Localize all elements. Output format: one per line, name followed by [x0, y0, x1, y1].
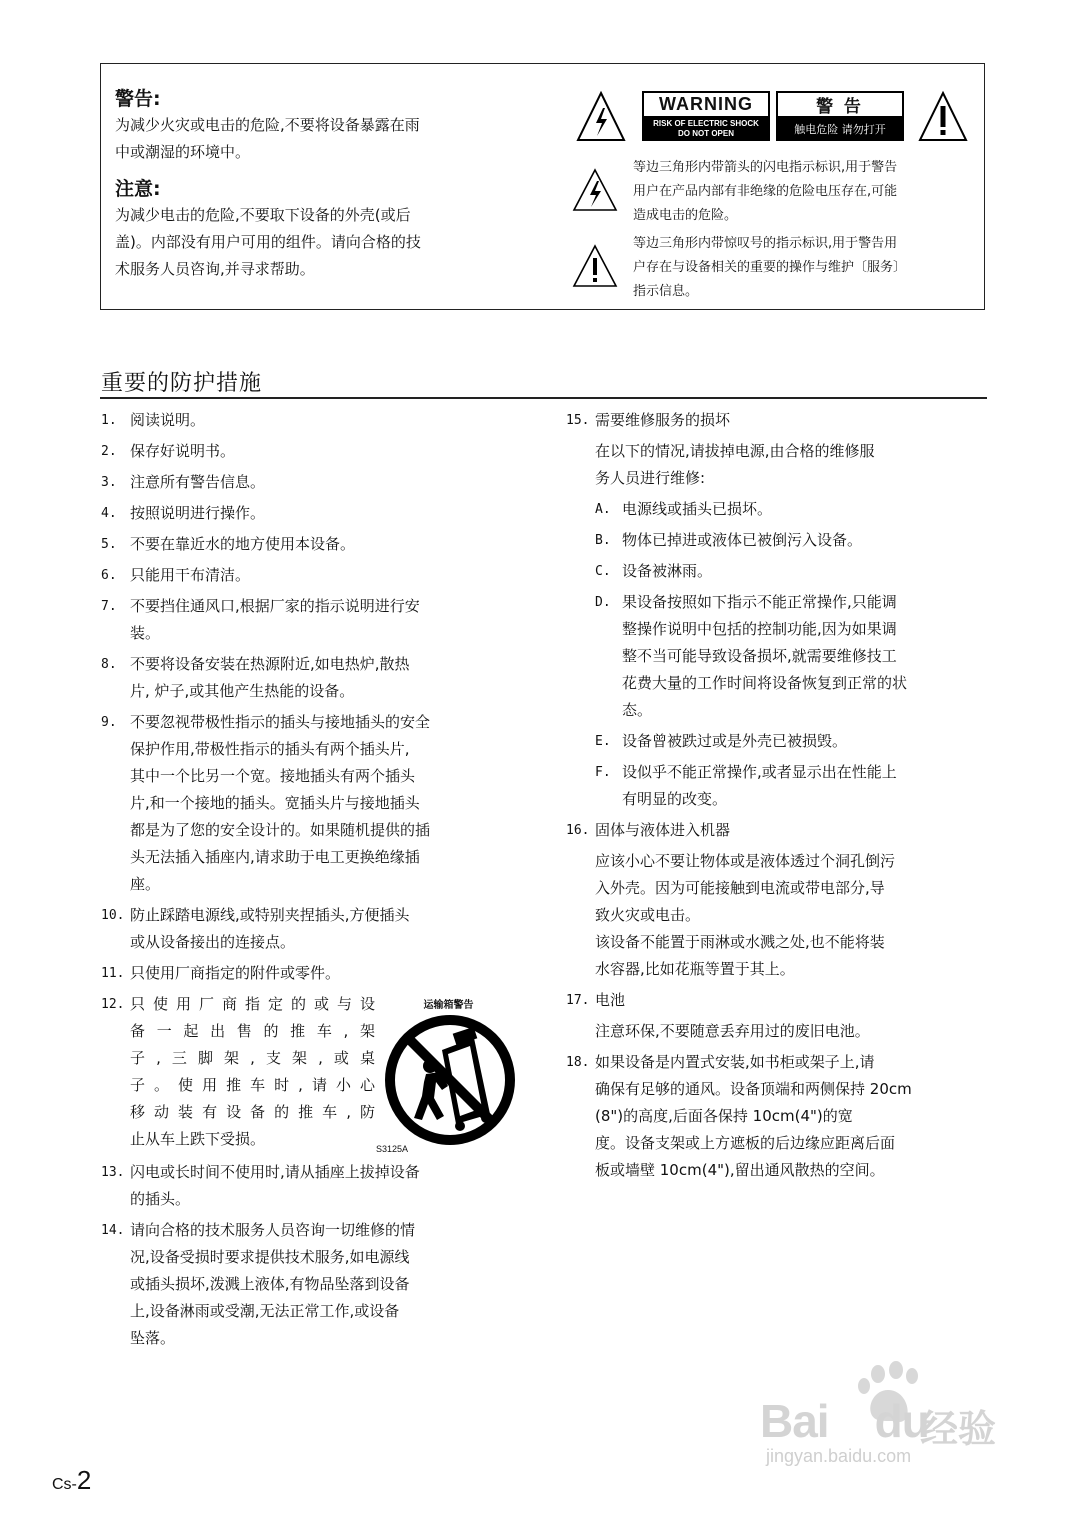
- exclamation-triangle-icon: [572, 244, 618, 288]
- exclamation-description: [633, 232, 973, 304]
- item-number: 3.: [101, 475, 117, 490]
- item-line: 或插头损坏,泼溅上液体,有物品坠落到设备: [130, 1275, 410, 1293]
- caution-heading: 注意:: [115, 178, 161, 200]
- item-17-para: 注意环保,不要随意丢弃用过的废旧电池。: [595, 1022, 870, 1040]
- item-number: 14.: [101, 1223, 125, 1238]
- warning-line: 为减少火灾或电击的危险,不要将设备暴露在雨: [115, 116, 420, 134]
- list-item: [101, 500, 519, 527]
- sub-item-line: 花费大量的工作时间将设备恢复到正常的状: [622, 674, 908, 692]
- item-number: 13.: [101, 1165, 125, 1180]
- item-line: 如果设备是内置式安装,如书柜或架子上,请: [595, 1053, 875, 1071]
- list-item: [101, 991, 375, 1153]
- item-number: 17.: [566, 993, 590, 1008]
- sub-item-letter: E.: [595, 734, 611, 749]
- item-18: [566, 1049, 986, 1184]
- item-line: 不要挡住通风口,根据厂家的指示说明进行安: [130, 597, 420, 615]
- item-line: 不要忽视带极性指示的插头与接地插头的安全: [130, 713, 431, 731]
- item-number: 7.: [101, 599, 117, 614]
- item-line: 只能用干布清洁。: [130, 566, 251, 584]
- sub-list-item: [566, 496, 986, 523]
- warning-label-cn-title: 警 告: [816, 97, 864, 116]
- sub-item-line: 设似乎不能正常操作,或者显示出在性能上: [622, 763, 897, 781]
- item-number: 16.: [566, 823, 590, 838]
- item-16-para: 入外壳。因为可能接触到电流或带电部分,导: [595, 879, 885, 897]
- watermark-cn: 经验: [920, 1407, 997, 1451]
- item-16: [566, 817, 986, 844]
- item-number: 5.: [101, 537, 117, 552]
- item-line: 只使用厂商指定的附件或零件。: [130, 964, 341, 982]
- item-number: 10.: [101, 908, 125, 923]
- section-title: 重要的防护措施: [101, 371, 263, 396]
- warning-symbols: [576, 90, 976, 305]
- warning-label-cn-sub: 触电危险 请勿打开: [778, 116, 902, 141]
- item-line: 只使用厂商指定的或与设: [130, 995, 375, 1013]
- list-item: [101, 651, 519, 705]
- sub-item-line: 设备被淋雨。: [622, 562, 713, 580]
- sub-item-line: 整操作说明中包括的控制功能,因为如果调: [622, 620, 897, 638]
- cart-figure-code: S3125A: [376, 1144, 409, 1154]
- left-column: [101, 407, 519, 1356]
- item-line: 度。设备支架或上方遮板的后边缘应距离后面: [595, 1134, 896, 1152]
- list-item: [101, 593, 519, 647]
- sub-list-item: [566, 527, 986, 554]
- item-line: 或从设备接出的连接点。: [130, 933, 296, 951]
- item-line: 况,设备受损时要求提供技术服务,如电源线: [130, 1248, 410, 1266]
- sub-item-line: 整不当可能导致设备损坏,就需要维修技工: [622, 647, 897, 665]
- cart-warning-figure: [376, 996, 521, 1161]
- item-line: 的插头。: [130, 1190, 191, 1208]
- exclamation-triangle-icon: [918, 90, 968, 142]
- item-line: 备一起出售的推车,架: [130, 1022, 375, 1040]
- list-item: [101, 1159, 519, 1213]
- sub-list-item: [566, 759, 986, 813]
- warning-label-en: [642, 91, 770, 141]
- list-item: [101, 438, 519, 465]
- item-15-intro: 务人员进行维修:: [595, 469, 706, 487]
- sub-item-letter: F.: [595, 765, 611, 780]
- watermark-brand-bai: Bai: [760, 1395, 829, 1447]
- desc-line: 等边三角形内带惊叹号的指示标识,用于警告用: [633, 236, 898, 251]
- sub-item-line: 态。: [622, 701, 653, 719]
- item-number: 6.: [101, 568, 117, 583]
- lightning-triangle-icon: [576, 90, 626, 142]
- page-prefix: Cs-: [52, 1476, 77, 1493]
- desc-line: 造成电击的危险。: [633, 208, 738, 223]
- sub-list-item: [566, 558, 986, 585]
- item-line: 保存好说明书。: [130, 442, 236, 460]
- item-line: 都是为了您的安全设计的。如果随机提供的插: [130, 821, 431, 839]
- item-line: 移动装有设备的推车,防: [130, 1103, 375, 1121]
- item-16-para: 水容器,比如花瓶等置于其上。: [595, 960, 795, 978]
- item-line: 装。: [130, 624, 161, 642]
- desc-line: 指示信息。: [633, 284, 699, 299]
- sub-item-letter: B.: [595, 533, 611, 548]
- list-item: [101, 562, 519, 589]
- list-item: [101, 902, 519, 956]
- item-line: 上,设备淋雨或受潮,无法正常工作,或设备: [130, 1302, 400, 1320]
- right-column: [566, 407, 986, 1188]
- item-line: 防止踩踏电源线,或特别夹捏插头,方便插头: [130, 906, 410, 924]
- item-title: 固体与液体进入机器: [595, 821, 731, 839]
- item-number: 15.: [566, 413, 590, 428]
- item-line: 注意所有警告信息。: [130, 473, 266, 491]
- item-16-para: 应该小心不要让物体或是液体透过个洞孔倒污: [595, 852, 896, 870]
- desc-line: 等边三角形内带箭头的闪电指示标识,用于警告: [633, 160, 898, 175]
- warning-box: [100, 63, 985, 310]
- warning-heading: 警告:: [115, 88, 161, 110]
- watermark-brand: [760, 1394, 929, 1448]
- item-line: 子,三脚架,支架,或桌: [130, 1049, 375, 1067]
- sub-item-line: 有明显的改变。: [622, 790, 728, 808]
- warning-line: 中或潮湿的环境中。: [115, 143, 251, 161]
- list-item: [101, 407, 519, 434]
- item-line: 片,和一个接地的插头。宽插头片与接地插头: [130, 794, 420, 812]
- sub-item-line: 果设备按照如下指示不能正常操作,只能调: [622, 593, 897, 611]
- list-item: [101, 1217, 519, 1352]
- page-number-value: 2: [76, 1465, 92, 1495]
- item-line: 板或墙壁 10cm(4"),留出通风散热的空间。: [595, 1161, 885, 1179]
- item-number: 8.: [101, 657, 117, 672]
- item-line: 保护作用,带极性指示的插头有两个插头片,: [130, 740, 410, 758]
- item-line: 不要在靠近水的地方使用本设备。: [130, 535, 356, 553]
- watermark-url: jingyan.baidu.com: [766, 1446, 912, 1466]
- desc-line: 用户在产品内部有非绝缘的危险电压存在,可能: [633, 184, 898, 199]
- baidu-watermark: [760, 1360, 1010, 1470]
- sub-list-item: [566, 589, 986, 724]
- sub-item-letter: C.: [595, 564, 611, 579]
- warning-text-block: [115, 86, 525, 283]
- item-number: 4.: [101, 506, 117, 521]
- item-17: [566, 987, 986, 1014]
- item-line: 其中一个比另一个宽。接地插头有两个插头: [130, 767, 416, 785]
- sub-item-line: 设备曾被跌过或是外壳已被损毁。: [622, 732, 848, 750]
- sub-item-line: 物体已掉进或液体已被倒污入设备。: [622, 531, 863, 549]
- item-line: 阅读说明。: [130, 411, 206, 429]
- watermark-brand-du: du: [874, 1395, 929, 1447]
- item-line: 子。使用推车时,请小心: [130, 1076, 375, 1094]
- item-15-intro: 在以下的情况,请拔掉电源,由合格的维修服: [595, 442, 875, 460]
- page-number: [52, 1465, 91, 1496]
- item-line: 确保有足够的通风。设备顶端和两侧保持 20cm: [595, 1080, 912, 1098]
- caution-line: 为减少电击的危险,不要取下设备的外壳(或后: [115, 206, 411, 224]
- section-divider: [100, 397, 987, 399]
- sub-item-letter: A.: [595, 502, 611, 517]
- cart-figure-title: 运输箱警告: [423, 1000, 474, 1011]
- item-line: 片, 炉子,或其他产生热能的设备。: [130, 682, 355, 700]
- item-line: 请向合格的技术服务人员咨询一切维修的情: [130, 1221, 416, 1239]
- item-16-para: 该设备不能置于雨淋或水溅之处,也不能将装: [595, 933, 885, 951]
- warning-label-risk: [644, 116, 768, 141]
- sub-item-letter: D.: [595, 595, 611, 610]
- list-item: [101, 960, 519, 987]
- sub-item-line: 电源线或插头已损坏。: [622, 500, 773, 518]
- item-line: 按照说明进行操作。: [130, 504, 266, 522]
- desc-line: 户存在与设备相关的重要的操作与维护〔服务〕: [633, 260, 907, 275]
- warning-label-row: [576, 90, 968, 144]
- item-number: 12.: [101, 997, 125, 1012]
- cart-tip-over-icon: [382, 1012, 518, 1148]
- item-line: 座。: [130, 875, 161, 893]
- item-16-para: 致火灾或电击。: [595, 906, 701, 924]
- item-number: 9.: [101, 715, 117, 730]
- warning-label-cn: [776, 91, 904, 141]
- risk-line-1: RISK OF ELECTRIC SHOCK: [653, 118, 759, 128]
- item-number: 1.: [101, 413, 117, 428]
- lightning-description: [633, 156, 973, 228]
- item-title: 电池: [595, 991, 626, 1009]
- item-line: 头无法插入插座内,请求助于电工更换绝缘插: [130, 848, 420, 866]
- item-line: 闪电或长时间不使用时,请从插座上拔掉设备: [130, 1163, 420, 1181]
- list-item: [101, 469, 519, 496]
- item-number: 18.: [566, 1055, 590, 1070]
- list-item: [101, 709, 519, 898]
- item-number: 11.: [101, 966, 125, 981]
- item-number: 2.: [101, 444, 117, 459]
- risk-line-2: DO NOT OPEN: [677, 128, 734, 138]
- item-title: 需要维修服务的损坏: [595, 411, 731, 429]
- item-15: [566, 407, 986, 434]
- item-line: 不要将设备安装在热源附近,如电热炉,散热: [130, 655, 410, 673]
- item-15-sublist: [566, 496, 986, 813]
- caution-line: 盖)。内部没有用户可用的组件。请向合格的技: [115, 233, 421, 251]
- item-line: (8")的高度,后面各保持 10cm(4")的宽: [595, 1107, 853, 1125]
- sub-list-item: [566, 728, 986, 755]
- caution-line: 术服务人员咨询,并寻求帮助。: [115, 260, 315, 278]
- warning-label-title: WARNING: [659, 94, 753, 114]
- list-item: [101, 531, 519, 558]
- lightning-triangle-icon: [572, 168, 618, 212]
- item-line: 止从车上跌下受损。: [130, 1130, 266, 1148]
- item-line: 坠落。: [130, 1329, 176, 1347]
